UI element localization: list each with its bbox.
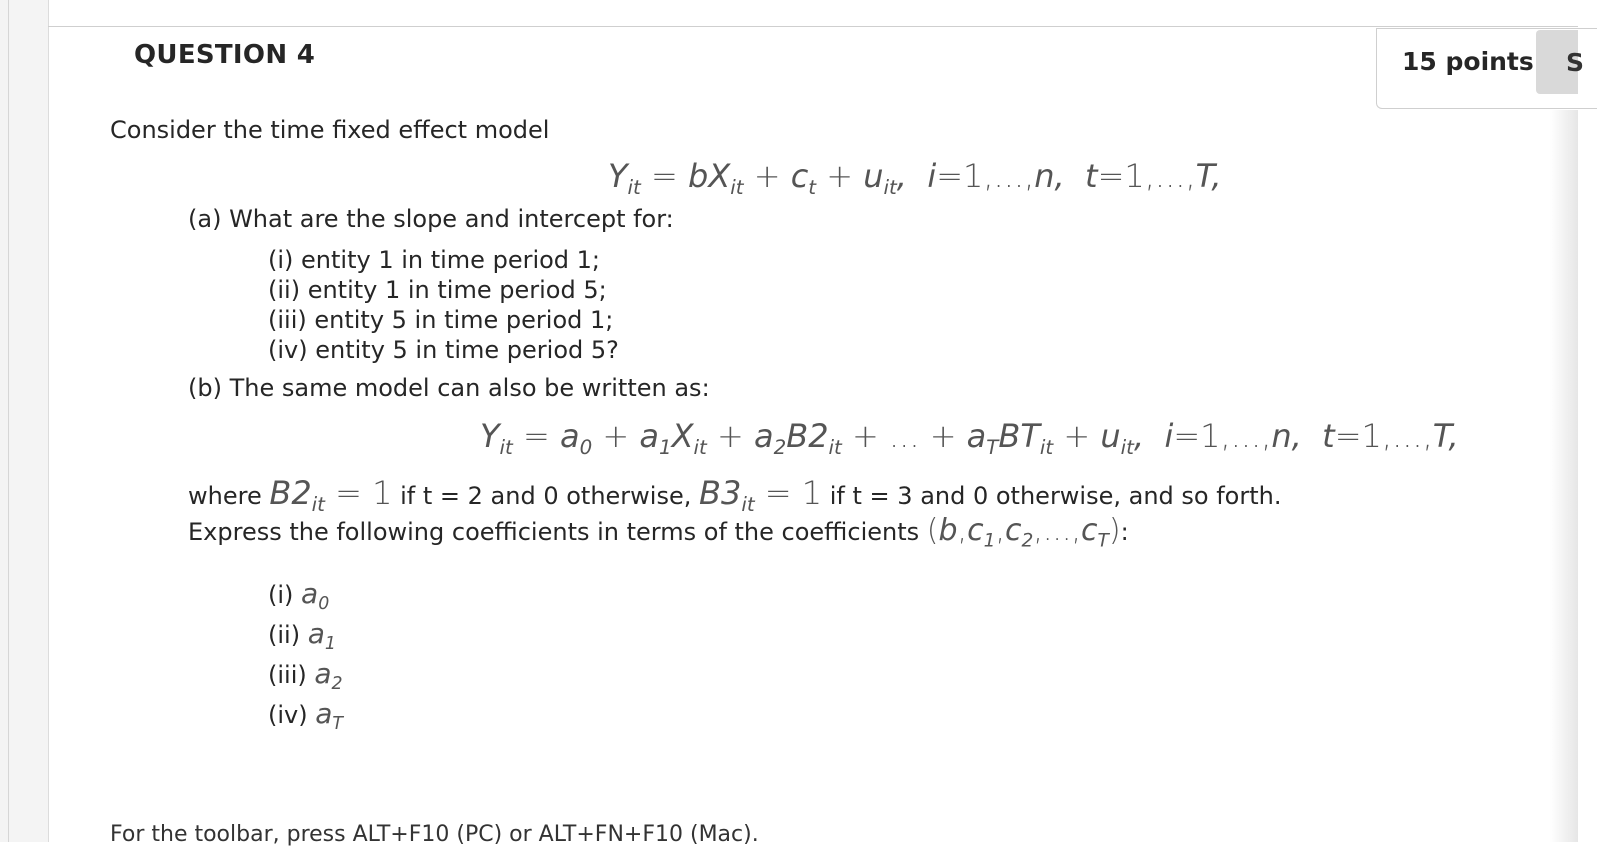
- express-line: Express the following coefficients in terms of the coefficients $(b,c_1,c_2,...,c_T)$:: [188, 513, 1129, 552]
- where-end: if t = 3 and 0 otherwise, and so forth.: [829, 482, 1282, 510]
- equation-1: $Y_{it} = bX_{it} + c_t + u_{it}$, i=1,...,n, t=1,...,T,: [608, 157, 1222, 199]
- part-a-item: (iv) entity 5 in time period 5?: [268, 336, 619, 364]
- coef-tuple: $(b,c_1,c_2,...,c_T)$: [926, 513, 1121, 552]
- scroll-shade: [1550, 110, 1578, 842]
- intro-text: Consider the time fixed effect model: [110, 116, 550, 144]
- question-top-divider: [48, 26, 1578, 27]
- save-answer-glyph: S: [1566, 48, 1585, 77]
- part-a-item: (iii) entity 5 in time period 1;: [268, 306, 614, 334]
- gutter-divider: [8, 0, 9, 842]
- question-title: QUESTION 4: [134, 40, 316, 70]
- b2-indicator: $B2_{it} = 1$: [269, 474, 393, 516]
- part-a-item: (i) entity 1 in time period 1;: [268, 246, 601, 274]
- equation-2: $Y_{it} = a_0 + a_1X_{it} + a_2B2_{it}$ + ... + $a_TBT_{it} + u_{it}$, i=1,...,n, t=1,...,T,: [480, 417, 1459, 459]
- coef-item: (iv) $a_T$: [268, 697, 344, 735]
- where-mid: if t = 2 and 0 otherwise,: [400, 482, 692, 510]
- b3-indicator: $B3_{it} = 1$: [699, 474, 823, 516]
- coef-item: (iii) $a_2$: [268, 657, 343, 695]
- part-b-label: (b) The same model can also be written as:: [188, 374, 710, 402]
- where-line: [188, 474, 1282, 516]
- coef-item: (i) $a_0$: [268, 577, 330, 615]
- points-label: 15 points: [1402, 47, 1534, 76]
- where-prefix: where: [188, 482, 262, 510]
- express-text: Express the following coefficients in terms of the coefficients: [188, 518, 920, 546]
- part-a-item: (ii) entity 1 in time period 5;: [268, 276, 607, 304]
- part-a-label: (a) What are the slope and intercept for:: [188, 205, 674, 233]
- toolbar-hint: For the toolbar, press ALT+F10 (PC) or ALT+FN+F10 (Mac).: [110, 822, 759, 847]
- coef-item: (ii) $a_1$: [268, 617, 336, 655]
